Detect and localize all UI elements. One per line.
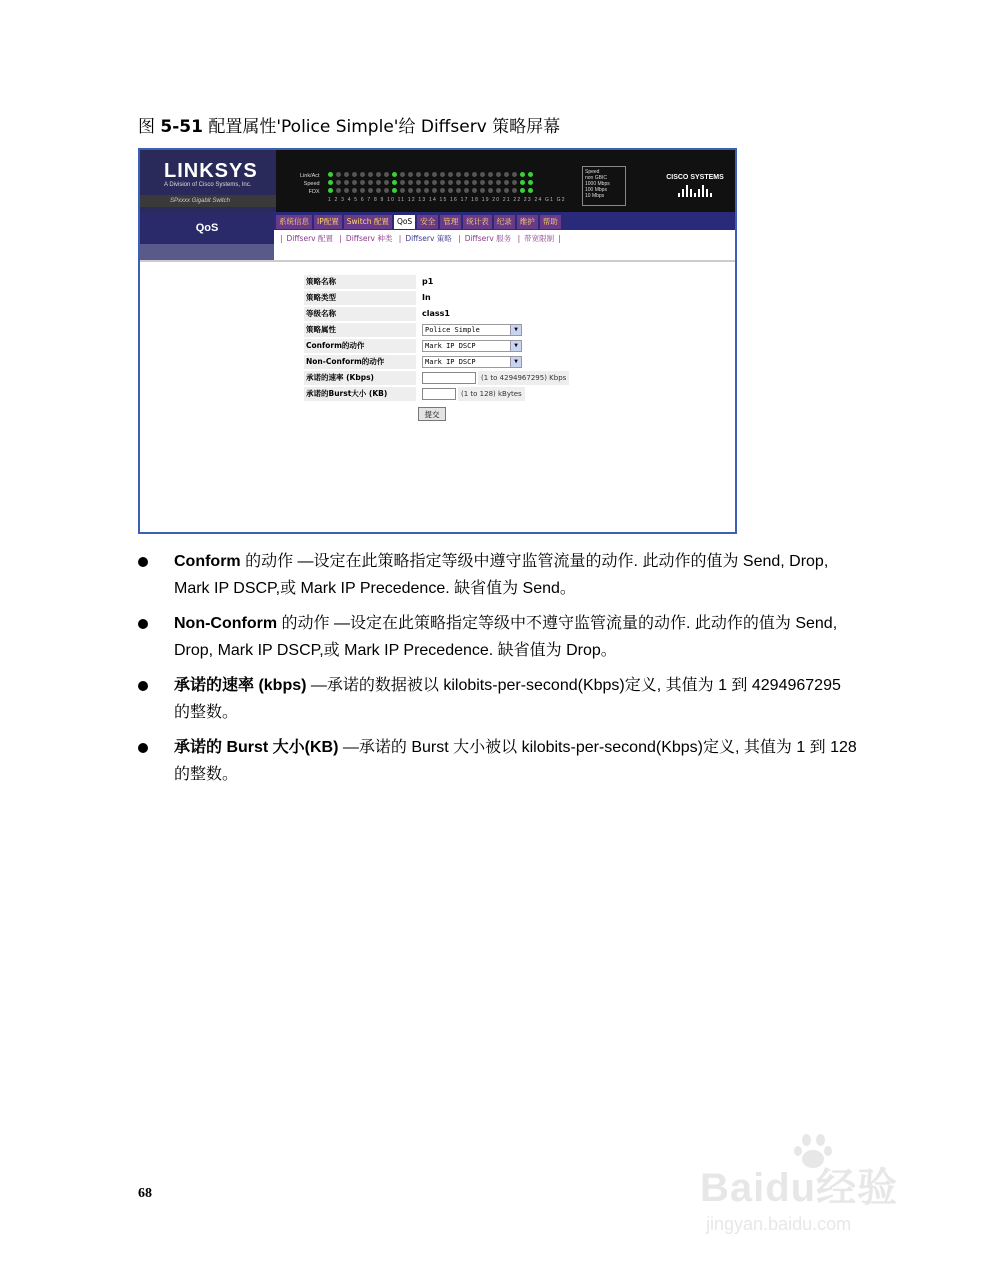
caption-text: 配置属性'Police Simple'给 Diffserv 策略屏幕 [208, 117, 561, 137]
led-row [328, 188, 544, 196]
bullet-term-rest: 的动作 [240, 553, 294, 570]
port-led [376, 172, 381, 177]
form-row [304, 274, 604, 290]
rate-input[interactable] [422, 372, 476, 384]
burst-input[interactable] [422, 388, 456, 400]
policy-attr-select[interactable] [422, 324, 522, 336]
port-led [528, 188, 533, 193]
bullet-text: —承诺的 Burst 大小被以 kilobits-per-second(Kbps)定义, 其值为 1 到 128 的整数。 [174, 739, 857, 783]
speed-legend-item: non GBIC [585, 175, 607, 181]
port-led [424, 180, 429, 185]
list-item [138, 610, 858, 664]
port-led [408, 180, 413, 185]
bullet-text: —设定在此策略指定等级中不遵守监管流量的动作. 此动作的值为 Send, Drop, Mark IP DSCP,或 Mark IP Precedence. 缺省值为 Drop。 [174, 615, 838, 659]
port-led [384, 172, 389, 177]
port-led [344, 180, 349, 185]
port-led [368, 188, 373, 193]
port-led [464, 188, 469, 193]
subnav-diffserv-class[interactable]: Diffserv 种类 [345, 234, 393, 243]
policy-type-label: 策略类型 [304, 291, 416, 305]
led-row [328, 172, 544, 180]
port-led [512, 180, 517, 185]
policy-name-label: 策略名称 [304, 275, 416, 289]
caption-number: 5-51 [160, 117, 203, 137]
port-led [472, 172, 477, 177]
port-led [448, 180, 453, 185]
bullet-term: Conform [174, 553, 241, 570]
conform-select[interactable] [422, 340, 522, 352]
port-led [520, 172, 525, 177]
policy-attr-label: 策略属性 [304, 323, 416, 337]
port-led [512, 188, 517, 193]
port-led [376, 180, 381, 185]
port-led [352, 188, 357, 193]
port-led [368, 172, 373, 177]
bullet-term: 承诺的速率 (kbps) [174, 677, 307, 694]
bullet-icon [138, 681, 148, 691]
cisco-text: CISCO SYSTEMS [666, 174, 724, 181]
port-led [424, 172, 429, 177]
port-led [504, 172, 509, 177]
speed-legend [582, 166, 626, 206]
port-led [496, 180, 501, 185]
port-led [528, 172, 533, 177]
form-row [304, 370, 604, 386]
port-led [440, 172, 445, 177]
screenshot-frame [138, 148, 737, 534]
bullet-icon [138, 619, 148, 629]
port-led [416, 180, 421, 185]
port-led [336, 180, 341, 185]
policy-attr-value: Police Simple [425, 326, 480, 334]
nonconform-label: Non-Conform的动作 [304, 355, 416, 369]
port-led [376, 188, 381, 193]
port-led [496, 188, 501, 193]
led-label-fdx: FDX [308, 189, 320, 195]
brand-logo: LINKSYS [164, 160, 258, 182]
divider [140, 260, 735, 262]
tab-log[interactable]: 纪录 [494, 215, 515, 229]
rate-label: 承诺的速率 (Kbps) [304, 371, 416, 385]
watermark [700, 1130, 940, 1250]
form-row [304, 386, 604, 402]
port-led [432, 188, 437, 193]
port-led [504, 180, 509, 185]
port-led [400, 180, 405, 185]
port-numbers: 1 2 3 4 5 6 7 8 9 10 11 12 13 14 15 16 17 18 19 20 21 22 23 24 G1 G2 [328, 197, 566, 203]
subnav-diffserv-policy[interactable]: Diffserv 策略 [405, 234, 452, 243]
port-led [392, 172, 397, 177]
tab-ip-config[interactable]: IP配置 [314, 215, 342, 229]
main-tabs [274, 212, 735, 230]
port-led [456, 180, 461, 185]
nonconform-select[interactable] [422, 356, 522, 368]
port-led [448, 188, 453, 193]
port-led [328, 172, 333, 177]
port-led [464, 172, 469, 177]
chevron-down-icon[interactable]: ▼ [510, 341, 521, 351]
port-led [520, 180, 525, 185]
port-led [496, 172, 501, 177]
port-led [344, 172, 349, 177]
port-led [456, 172, 461, 177]
speed-legend-item: 100 Mbps [585, 187, 607, 193]
list-item [138, 548, 858, 602]
watermark-text: Baidu经验 [700, 1166, 899, 1210]
watermark-url: jingyan.baidu.com [706, 1214, 852, 1234]
port-led [352, 180, 357, 185]
submit-button[interactable]: 提交 [418, 407, 446, 421]
burst-label: 承诺的Burst大小 (KB) [304, 387, 416, 401]
port-led [360, 172, 365, 177]
port-led [488, 188, 493, 193]
port-led [416, 188, 421, 193]
tab-security[interactable]: 安全 [417, 215, 438, 229]
port-led [520, 188, 525, 193]
tab-management[interactable]: 管理 [440, 215, 461, 229]
sub-navigation: | Diffserv 配置 | Diffserv 种类 | Diffserv 策略 | Diffserv 服务 | 带宽限制 | [280, 234, 561, 243]
port-led [448, 172, 453, 177]
policy-name-value: p1 [422, 277, 434, 286]
port-led [488, 180, 493, 185]
port-led [480, 172, 485, 177]
section-bar [140, 244, 274, 260]
port-led [512, 172, 517, 177]
bullet-text: —承诺的数据被以 kilobits-per-second(Kbps)定义, 其值为 1 到 4294967295 的整数。 [174, 677, 841, 721]
port-led [424, 188, 429, 193]
port-led [336, 188, 341, 193]
form-row [304, 322, 604, 338]
page-number: 68 [138, 1186, 152, 1201]
port-led [416, 172, 421, 177]
logo-block [140, 150, 276, 212]
cisco-logo [660, 174, 730, 197]
led-label-speed: Speed [303, 181, 320, 187]
port-led [432, 180, 437, 185]
subnav-bandwidth-limit[interactable]: 带宽限制 [524, 234, 555, 243]
caption-prefix: 图 [138, 117, 155, 137]
port-led [360, 180, 365, 185]
port-led [456, 188, 461, 193]
form-row [304, 354, 604, 370]
speed-legend-title: Speed [585, 169, 600, 175]
port-led [408, 172, 413, 177]
class-name-value: class1 [422, 309, 450, 318]
rate-hint: (1 to 4294967295) Kbps [478, 371, 569, 385]
port-led [384, 188, 389, 193]
port-led [440, 180, 445, 185]
bullet-term-rest: 的动作 [277, 615, 330, 632]
chevron-down-icon[interactable]: ▼ [510, 325, 521, 335]
port-led [352, 172, 357, 177]
port-led [472, 188, 477, 193]
bullet-icon [138, 557, 148, 567]
bullet-list [138, 548, 858, 796]
policy-form [304, 274, 604, 402]
tab-qos[interactable]: QoS [394, 215, 415, 229]
switch-header [140, 150, 735, 212]
cisco-bars-icon [675, 185, 715, 197]
tab-system-info[interactable]: 系统信息 [276, 215, 312, 229]
speed-legend-item: 1000 Mbps [585, 181, 610, 187]
port-led [440, 188, 445, 193]
form-row [304, 290, 604, 306]
port-led [480, 188, 485, 193]
port-led [528, 180, 533, 185]
port-led [336, 172, 341, 177]
policy-type-value: In [422, 293, 431, 302]
list-item [138, 672, 858, 726]
tab-switch-config[interactable]: Switch 配置 [344, 215, 392, 229]
port-led [360, 188, 365, 193]
port-led [432, 172, 437, 177]
nonconform-value: Mark IP DSCP [425, 358, 476, 366]
port-led [488, 172, 493, 177]
port-led [472, 180, 477, 185]
form-row [304, 338, 604, 354]
port-led [392, 180, 397, 185]
port-led [464, 180, 469, 185]
subnav-diffserv-config[interactable]: Diffserv 配置 [286, 234, 333, 243]
port-led [392, 188, 397, 193]
bullet-term: 承诺的 Burst 大小(KB) [174, 739, 339, 756]
chevron-down-icon[interactable]: ▼ [510, 357, 521, 367]
port-led [344, 188, 349, 193]
tab-maintenance[interactable]: 维护 [517, 215, 538, 229]
form-row [304, 306, 604, 322]
port-led [384, 180, 389, 185]
conform-value: Mark IP DSCP [425, 342, 476, 350]
burst-hint: (1 to 128) kBytes [458, 387, 525, 401]
bullet-icon [138, 743, 148, 753]
port-led [368, 180, 373, 185]
speed-legend-item: 10 Mbps [585, 193, 605, 199]
port-led [400, 188, 405, 193]
bullet-term: Non-Conform [174, 615, 278, 632]
section-title: QoS [140, 212, 274, 260]
port-led [408, 188, 413, 193]
tab-statistics[interactable]: 统计表 [463, 215, 492, 229]
figure-caption [138, 112, 560, 137]
brand-subtitle: A Division of Cisco Systems, Inc. [164, 182, 252, 188]
model-name: SPxxxx Gigabit Switch [140, 195, 276, 207]
port-led [328, 188, 333, 193]
bullet-text: —设定在此策略指定等级中遵守监管流量的动作. 此动作的值为 Send, Drop, Mark IP DSCP,或 Mark IP Precedence. 缺省值为 Send。 [174, 553, 829, 597]
port-led [504, 188, 509, 193]
led-labels [300, 172, 320, 196]
port-led [328, 180, 333, 185]
conform-label: Conform的动作 [304, 339, 416, 353]
port-led [480, 180, 485, 185]
subnav-diffserv-service[interactable]: Diffserv 服务 [464, 234, 512, 243]
list-item [138, 734, 858, 788]
port-led [400, 172, 405, 177]
led-label-link: Link/Act [300, 173, 320, 179]
led-row [328, 180, 544, 188]
class-name-label: 等级名称 [304, 307, 416, 321]
tab-help[interactable]: 帮助 [540, 215, 561, 229]
